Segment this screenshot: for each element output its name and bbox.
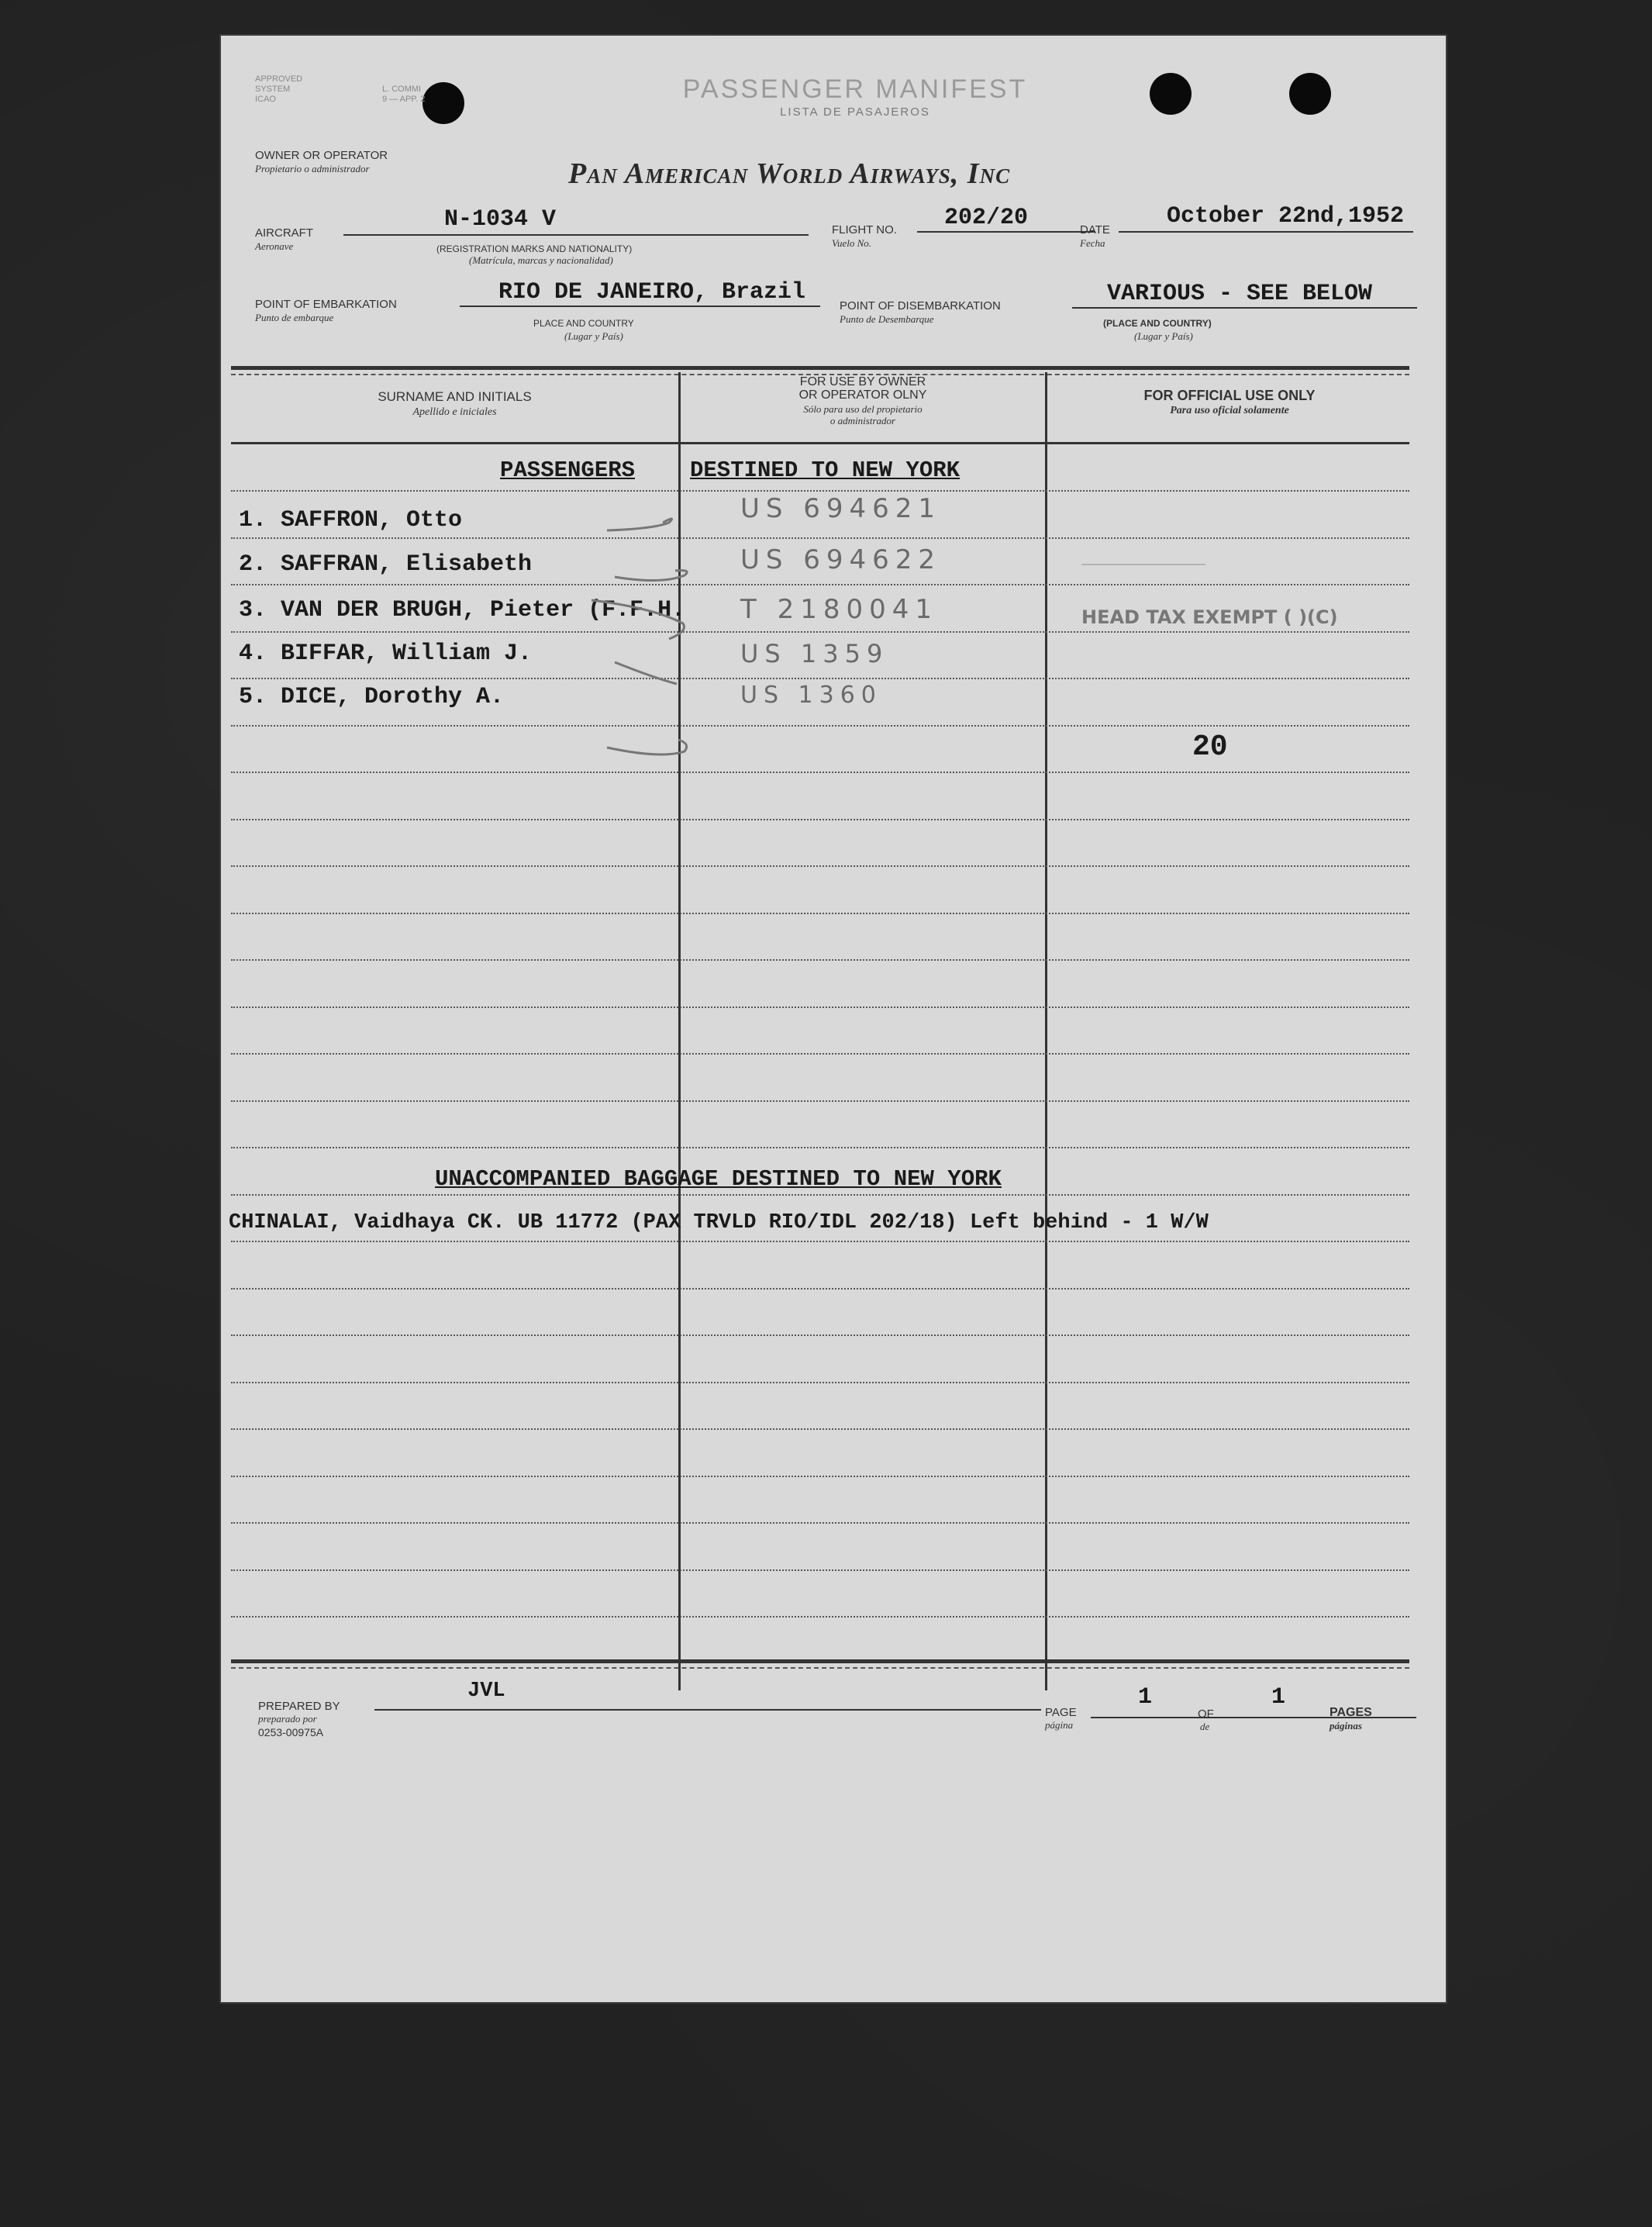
prepared-value: JVL [467, 1680, 505, 1703]
ruled-line [231, 1100, 1409, 1102]
ruled-line [231, 725, 1409, 727]
owner-label: OWNER OR OPERATOR [255, 149, 388, 162]
owner-label-es: Propietario o administrador [255, 163, 370, 174]
aircraft-label: AIRCRAFT [255, 226, 313, 240]
date-underline [1119, 231, 1413, 233]
form-number: 0253-00975A [258, 1726, 324, 1738]
col-owner-header-l1: FOR USE BY OWNER [799, 375, 926, 388]
date-label: DATE [1080, 223, 1110, 237]
date-value: October 22nd,1952 [1167, 203, 1405, 230]
col-official-header-es: Para uso oficial solamente [1170, 405, 1289, 416]
table-bottom-rule-2 [231, 1667, 1409, 1669]
flight-value: 202/20 [944, 205, 1029, 231]
ruled-line [231, 1006, 1409, 1008]
disembark-label-es: Punto de Desembarque [840, 313, 934, 325]
ruled-line [231, 1288, 1409, 1290]
hand-number-5: US 1360 [740, 682, 882, 709]
ruled-line [231, 631, 1409, 633]
ruled-line [231, 490, 1409, 492]
registration-caption: (REGISTRATION MARKS AND NATIONALITY) [436, 243, 633, 254]
passenger-row-1: 1. SAFFRON, Otto [239, 507, 463, 533]
baggage-heading: UNACCOMPANIED BAGGAGE DESTINED TO NEW YORK [435, 1166, 1002, 1192]
of-value: 1 [1271, 1684, 1286, 1711]
faded-stamp-mark [1081, 564, 1205, 573]
ruled-line [231, 1476, 1409, 1477]
aircraft-label-es: Aeronave [255, 240, 294, 252]
disembark-value: VARIOUS - SEE BELOW [1107, 281, 1373, 307]
owner-value: Pan American World Airways, Inc [568, 157, 1011, 190]
disembark-underline [1072, 307, 1417, 309]
destination-heading: DESTINED TO NEW YORK [690, 457, 961, 483]
registration-caption-es: (Matrícula, marcas y nacionalidad) [469, 254, 613, 266]
approved-line: ICAO [255, 95, 276, 104]
embark-label-es: Punto de embarque [255, 312, 334, 323]
place-caption: PLACE AND COUNTRY [533, 318, 634, 329]
ruled-line [231, 1569, 1409, 1571]
baggage-line: CHINALAI, Vaidhaya CK. UB 11772 (PAX TRVLD RIO/IDL 202/18) Left behind - 1 W/W [229, 1211, 1209, 1234]
place-caption-right: (PLACE AND COUNTRY) [1103, 318, 1212, 329]
header-bottom-rule [231, 442, 1409, 444]
pages-label-es: páginas [1330, 1720, 1362, 1732]
ruled-line [231, 1053, 1409, 1055]
official-number: 20 [1192, 730, 1228, 764]
col-owner-header-l2: OR OPERATOR OLNY [798, 388, 927, 402]
of-label-es: de [1200, 1721, 1210, 1732]
passenger-row-5: 5. DICE, Dorothy A. [239, 684, 505, 710]
approved-fragment: L. COMMI [382, 85, 422, 94]
table-top-rule [231, 366, 1409, 370]
place-caption-es: (Lugar y País) [564, 330, 623, 342]
form-title-es: LISTA DE PASAJEROS [780, 105, 930, 119]
ruled-line [231, 1334, 1409, 1336]
prepared-label-es: preparado por [258, 1713, 317, 1725]
ruled-line [231, 584, 1409, 585]
ruled-line [231, 1147, 1409, 1148]
manifest-sheet [219, 34, 1447, 2004]
page-label-es: página [1045, 1719, 1074, 1731]
hand-number-2: US 694622 [740, 544, 942, 575]
date-label-es: Fecha [1080, 237, 1105, 249]
column-divider-2 [1045, 372, 1047, 1690]
flight-underline [917, 231, 1095, 233]
check-mark-5 [607, 740, 687, 754]
ruled-line [231, 1522, 1409, 1524]
passenger-row-3: 3. VAN DER BRUGH, Pieter (F.F.H. [239, 597, 686, 623]
col-owner-header-es-l1: Sólo para uso del propietario [803, 403, 923, 415]
pages-label: PAGES [1330, 1706, 1372, 1719]
page-value: 1 [1138, 1684, 1153, 1711]
col-surname-header: SURNAME AND INITIALS [378, 389, 532, 404]
col-owner-header [681, 375, 1045, 402]
check-mark-4 [615, 662, 677, 684]
check-mark-1 [607, 519, 672, 530]
hand-number-4: US 1359 [740, 639, 889, 668]
place-caption-right-es: (Lugar y País) [1134, 330, 1193, 342]
handwritten-check-marks [591, 484, 716, 779]
ruled-line [231, 1241, 1409, 1242]
passenger-row-4: 4. BIFFAR, William J. [239, 640, 533, 667]
ruled-line [231, 772, 1409, 773]
hand-number-3: T 2180041 [740, 594, 938, 625]
of-label: OF [1198, 1707, 1214, 1721]
ruled-line [231, 1382, 1409, 1383]
col-owner-header-es [681, 403, 1045, 426]
form-title: PASSENGER MANIFEST [682, 74, 1028, 104]
punch-hole-right [1289, 73, 1331, 115]
passenger-row-2: 2. SAFFRAN, Elisabeth [239, 551, 533, 578]
col-owner-header-es-l2: o administrador [829, 415, 896, 426]
ruled-line [231, 819, 1409, 820]
ruled-line [231, 1428, 1409, 1430]
approved-line: APPROVED [255, 74, 303, 84]
col-official-header: FOR OFFICIAL USE ONLY [1143, 388, 1316, 403]
col-surname-header-es: Apellido e iniciales [412, 406, 497, 418]
head-tax-stamp: HEAD TAX EXEMPT ( )(C) [1081, 606, 1338, 628]
embark-label: POINT OF EMBARKATION [255, 298, 397, 311]
ruled-line [231, 1194, 1409, 1196]
approved-fragments [382, 85, 425, 105]
embark-underline [460, 306, 820, 307]
flight-label: FLIGHT NO. [832, 223, 897, 237]
ruled-line [231, 678, 1409, 679]
check-mark-3 [591, 600, 685, 639]
passengers-heading: PASSENGERS [500, 457, 636, 483]
prepared-underline [374, 1709, 1041, 1711]
page-label: PAGE [1045, 1706, 1077, 1719]
punch-hole-left [422, 82, 464, 124]
approved-line: SYSTEM [255, 85, 291, 94]
table-bottom-rule [231, 1659, 1409, 1663]
approved-block [255, 74, 302, 105]
hand-number-1: US 694621 [740, 493, 942, 524]
check-mark-2 [615, 571, 687, 581]
prepared-label: PREPARED BY [258, 1700, 340, 1713]
approved-fragment: 9 — APP. 2 [382, 95, 426, 104]
disembark-label: POINT OF DISEMBARKATION [840, 299, 1001, 312]
ruled-line [231, 913, 1409, 914]
ruled-line [231, 959, 1409, 961]
aircraft-value: N-1034 V [444, 206, 557, 233]
ruled-line [231, 865, 1409, 867]
flight-label-es: Vuelo No. [832, 237, 872, 249]
ruled-line [231, 537, 1409, 539]
punch-hole-middle [1150, 73, 1192, 115]
aircraft-underline [343, 234, 809, 236]
ruled-line [231, 1616, 1409, 1618]
embark-value: RIO DE JANEIRO, Brazil [498, 279, 806, 306]
